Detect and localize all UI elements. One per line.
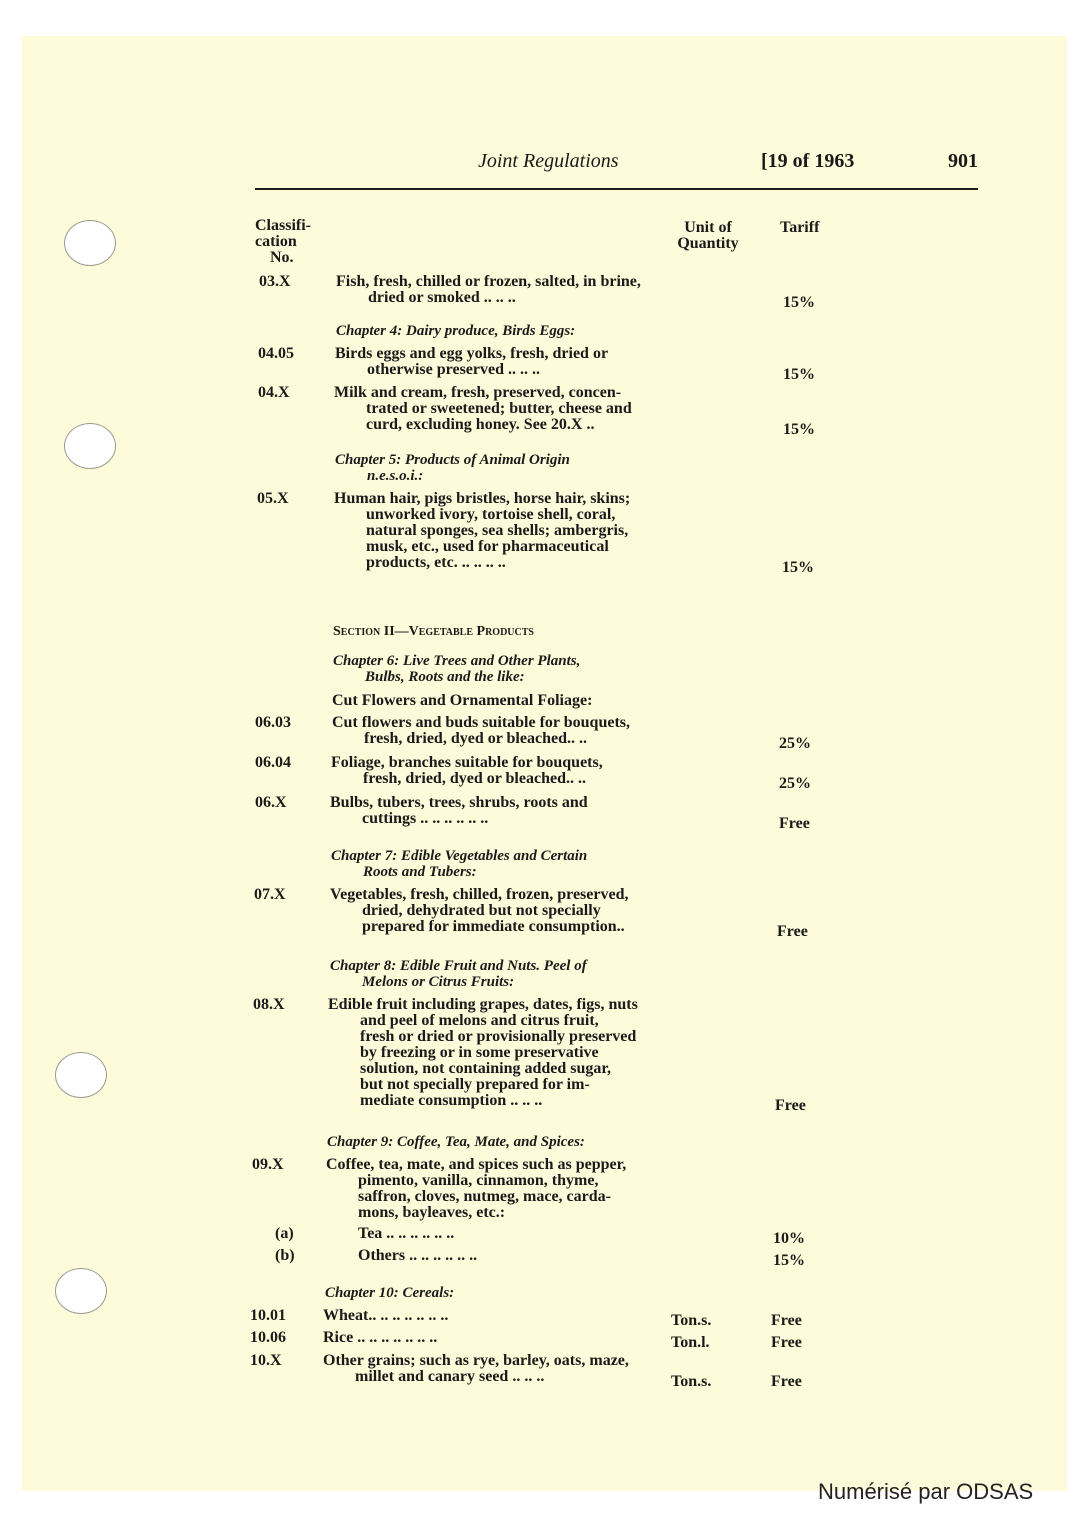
- item-description-line: mons, bayleaves, etc.:: [358, 1204, 506, 1221]
- tariff-rate: Free: [779, 815, 810, 832]
- item-description: [334, 385, 664, 433]
- chapter-heading-line: Chapter 7: Edible Vegetables and Certain: [331, 848, 588, 864]
- item-description-line: Others .. .. .. .. .. ..: [358, 1247, 478, 1264]
- item-description-line: Edible fruit including grapes, dates, figs, nuts: [328, 996, 638, 1013]
- item-description-line: Cut flowers and buds suitable for bouquets,: [332, 714, 630, 731]
- item-description-line: mediate consumption .. .. ..: [360, 1092, 543, 1109]
- classification-number: 10.X: [250, 1352, 282, 1369]
- item-description: [323, 1330, 653, 1346]
- item-description-line: dried, dehydrated but not specially: [362, 902, 601, 919]
- item-description: [323, 1353, 653, 1385]
- chapter-heading-line: Chapter 5: Products of Animal Origin: [335, 452, 570, 468]
- item-description: [358, 1248, 656, 1264]
- tariff-rate: 15%: [783, 366, 815, 383]
- item-description-line: otherwise preserved .. .. ..: [367, 361, 540, 378]
- item-description-line: fresh, dried, dyed or bleached.. ..: [363, 770, 586, 787]
- binder-hole: [55, 1052, 107, 1098]
- chapter-heading-line: Chapter 8: Edible Fruit and Nuts. Peel of: [330, 958, 587, 974]
- item-description-line: fresh, dried, dyed or bleached.. ..: [364, 730, 587, 747]
- classification-number: 08.X: [253, 996, 285, 1013]
- chapter-heading-line: Bulbs, Roots and the like:: [365, 669, 525, 685]
- item-description-line: solution, not containing added sugar,: [360, 1060, 612, 1077]
- chapter-heading: [336, 323, 666, 339]
- item-description-line: Milk and cream, fresh, preserved, concen-: [334, 384, 622, 401]
- item-description: [332, 715, 662, 747]
- classification-number: (a): [275, 1225, 294, 1242]
- classification-number: (b): [275, 1247, 295, 1264]
- act-reference: [19 of 1963: [761, 150, 855, 172]
- tariff-rate: 15%: [782, 559, 814, 576]
- section-heading: Section II—Vegetable Products: [333, 624, 534, 639]
- item-description-line: Tea .. .. .. .. .. ..: [358, 1225, 455, 1242]
- item-description-line: products, etc. .. .. .. ..: [366, 554, 506, 571]
- subheading: Cut Flowers and Ornamental Foliage:: [332, 692, 593, 709]
- item-description-line: but not specially prepared for im-: [360, 1076, 590, 1093]
- column-header-line: cation: [255, 233, 297, 250]
- running-title: Joint Regulations: [478, 150, 619, 172]
- tariff-rate: 25%: [779, 775, 811, 792]
- chapter-heading-line: Melons or Citrus Fruits:: [362, 974, 515, 990]
- item-description-line: Vegetables, fresh, chilled, frozen, preserved,: [330, 886, 629, 903]
- tariff-rate: Free: [777, 923, 808, 940]
- item-description-line: saffron, cloves, nutmeg, mace, carda-: [358, 1188, 611, 1205]
- column-header-unit: [671, 220, 745, 252]
- tariff-rate: Free: [771, 1312, 802, 1329]
- item-description-line: Other grains; such as rye, barley, oats, maze,: [323, 1352, 629, 1369]
- page-number: 901: [948, 150, 978, 172]
- item-description: [330, 887, 660, 935]
- item-description: [335, 346, 665, 378]
- classification-number: 10.06: [250, 1329, 286, 1346]
- item-description-line: by freezing or in some preservative: [360, 1044, 599, 1061]
- item-description-line: Fish, fresh, chilled or frozen, salted, in brine,: [336, 273, 641, 290]
- item-description-line: Bulbs, tubers, trees, shrubs, roots and: [330, 794, 588, 811]
- unit-of-quantity: Ton.s.: [671, 1312, 712, 1329]
- item-description-line: pimento, vanilla, cinnamon, thyme,: [358, 1172, 599, 1189]
- item-description: [358, 1226, 656, 1242]
- binder-hole: [64, 423, 116, 469]
- item-description-line: musk, etc., used for pharmaceutical: [366, 538, 609, 555]
- tariff-rate: 25%: [779, 735, 811, 752]
- classification-number: 10.01: [250, 1307, 286, 1324]
- item-description: [326, 1157, 656, 1221]
- item-description-line: prepared for immediate consumption..: [362, 918, 625, 935]
- classification-number: 03.X: [259, 273, 291, 290]
- unit-of-quantity: Ton.s.: [671, 1373, 712, 1390]
- item-description-line: Coffee, tea, mate, and spices such as pepper,: [326, 1156, 627, 1173]
- item-description-line: cuttings .. .. .. .. .. ..: [362, 810, 489, 827]
- classification-number: 07.X: [254, 886, 286, 903]
- tariff-rate: 15%: [783, 421, 815, 438]
- chapter-heading-line: Chapter 4: Dairy produce, Birds Eggs:: [336, 323, 576, 339]
- chapter-heading: [335, 452, 665, 484]
- chapter-heading-line: Roots and Tubers:: [363, 864, 477, 880]
- classification-number: 09.X: [252, 1156, 284, 1173]
- tariff-rate: 15%: [783, 294, 815, 311]
- item-description-line: Human hair, pigs bristles, horse hair, skins;: [334, 490, 631, 507]
- classification-number: 06.03: [255, 714, 291, 731]
- tariff-rate: 15%: [773, 1252, 805, 1269]
- classification-number: 06.04: [255, 754, 291, 771]
- item-description: [336, 274, 666, 306]
- classification-number: 04.X: [258, 384, 290, 401]
- item-description-line: unworked ivory, tortoise shell, coral,: [366, 506, 616, 523]
- item-description-line: Foliage, branches suitable for bouquets,: [331, 754, 603, 771]
- item-description: [330, 795, 660, 827]
- tariff-rate: Free: [771, 1373, 802, 1390]
- item-description: [334, 491, 664, 571]
- column-header-line: Classifi-: [255, 217, 311, 234]
- item-description: [323, 1308, 653, 1324]
- chapter-heading: [331, 848, 661, 880]
- tariff-rate: Free: [775, 1097, 806, 1114]
- column-header-line: No.: [270, 249, 294, 266]
- column-header-classification: [255, 218, 311, 266]
- column-header-line: Unit of: [684, 219, 732, 236]
- tariff-rate: Free: [771, 1334, 802, 1351]
- header-rule: [255, 188, 978, 190]
- chapter-heading-line: Chapter 6: Live Trees and Other Plants,: [333, 653, 581, 669]
- chapter-heading-line: Chapter 9: Coffee, Tea, Mate, and Spices:: [327, 1134, 585, 1150]
- classification-number: 06.X: [255, 794, 287, 811]
- item-description-line: trated or sweetened; butter, cheese and: [366, 400, 632, 417]
- chapter-heading: [325, 1285, 655, 1301]
- binder-hole: [64, 220, 116, 266]
- classification-number: 04.05: [258, 345, 294, 362]
- item-description-line: Birds eggs and egg yolks, fresh, dried or: [335, 345, 609, 362]
- chapter-heading: [327, 1134, 657, 1150]
- item-description: [328, 997, 658, 1109]
- chapter-heading-line: n.e.s.o.i.:: [367, 468, 424, 484]
- item-description-line: curd, excluding honey. See 20.X ..: [366, 416, 595, 433]
- item-description-line: dried or smoked .. .. ..: [368, 289, 516, 306]
- column-header-line: Quantity: [677, 235, 739, 252]
- item-description-line: natural sponges, sea shells; ambergris,: [366, 522, 629, 539]
- chapter-heading: [333, 653, 663, 685]
- classification-number: 05.X: [257, 490, 289, 507]
- item-description-line: Wheat.. .. .. .. .. .. ..: [323, 1307, 449, 1324]
- digitization-credit: Numérisé par ODSAS: [818, 1479, 1034, 1504]
- column-header-tariff: Tariff: [780, 219, 820, 236]
- item-description-line: Rice .. .. .. .. .. .. ..: [323, 1329, 438, 1346]
- item-description-line: and peel of melons and citrus fruit,: [360, 1012, 599, 1029]
- item-description-line: fresh or dried or provisionally preserved: [360, 1028, 637, 1045]
- unit-of-quantity: Ton.l.: [671, 1334, 710, 1351]
- item-description: [331, 755, 661, 787]
- tariff-rate: 10%: [773, 1230, 805, 1247]
- binder-hole: [55, 1268, 107, 1314]
- chapter-heading: [330, 958, 660, 990]
- chapter-heading-line: Chapter 10: Cereals:: [325, 1285, 455, 1301]
- item-description-line: millet and canary seed .. .. ..: [355, 1368, 545, 1385]
